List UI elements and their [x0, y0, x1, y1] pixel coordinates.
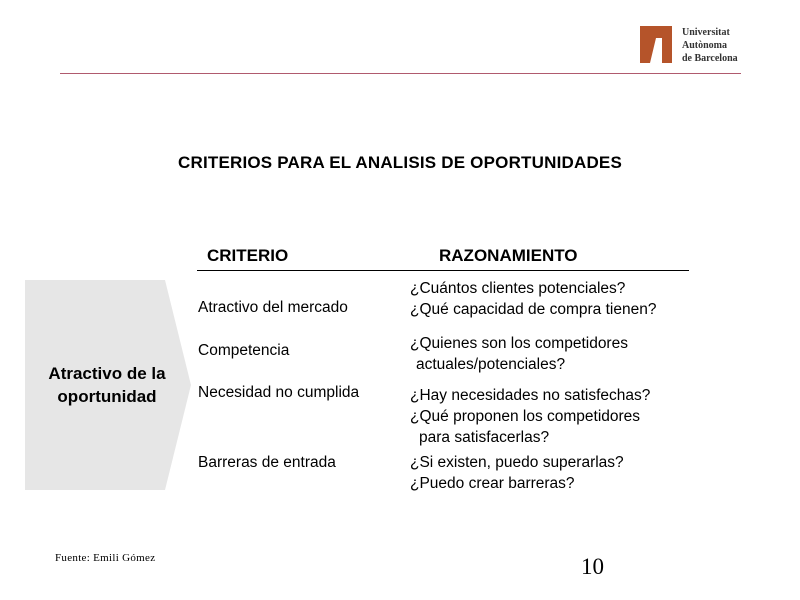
criterio-atractivo-mercado: Atractivo del mercado	[198, 299, 348, 316]
razonamiento-line: para satisfacerlas?	[419, 429, 550, 446]
razonamiento-line: ¿Hay necesidades no satisfechas?	[410, 387, 651, 404]
razonamiento-line: ¿Si existen, puedo superarlas?	[410, 454, 624, 471]
page-number: 10	[581, 554, 604, 579]
footer-source: Fuente: Emili Gómez	[55, 552, 156, 564]
logo-line-3: de Barcelona	[682, 53, 738, 64]
criterio-barreras-entrada: Barreras de entrada	[198, 454, 336, 471]
logo-text	[682, 26, 738, 65]
logo-line-2: Autònoma	[682, 40, 728, 51]
arrow-label-line-2: oportunidad	[57, 387, 157, 406]
university-logo	[640, 26, 750, 66]
razonamiento-atractivo-mercado	[410, 278, 656, 320]
razonamiento-necesidad-no-cumplida	[410, 385, 650, 448]
logo-line-1: Universitat	[682, 27, 730, 38]
razonamiento-line: ¿Cuántos clientes potenciales?	[410, 280, 626, 297]
razonamiento-competencia	[410, 333, 628, 375]
header-underline	[197, 270, 689, 271]
arrow-label	[32, 362, 182, 408]
column-header-razonamiento: RAZONAMIENTO	[439, 246, 578, 265]
razonamiento-barreras-entrada	[410, 452, 624, 494]
column-header-criterio: CRITERIO	[207, 246, 289, 265]
razonamiento-line: ¿Qué capacidad de compra tienen?	[410, 301, 657, 318]
slide-title: CRITERIOS PARA EL ANALISIS DE OPORTUNIDADES	[177, 153, 623, 172]
razonamiento-line: ¿Quienes son los competidores	[410, 335, 628, 352]
razonamiento-line: actuales/potenciales?	[416, 356, 566, 373]
arrow-label-line-1: Atractivo de la	[48, 364, 166, 383]
razonamiento-line: ¿Puedo crear barreras?	[410, 475, 575, 492]
criterio-necesidad-no-cumplida: Necesidad no cumplida	[198, 384, 360, 401]
razonamiento-line: ¿Qué proponen los competidores	[410, 408, 641, 425]
header-divider	[60, 73, 741, 74]
uab-logo-icon	[640, 26, 672, 63]
criterio-competencia: Competencia	[198, 342, 290, 359]
